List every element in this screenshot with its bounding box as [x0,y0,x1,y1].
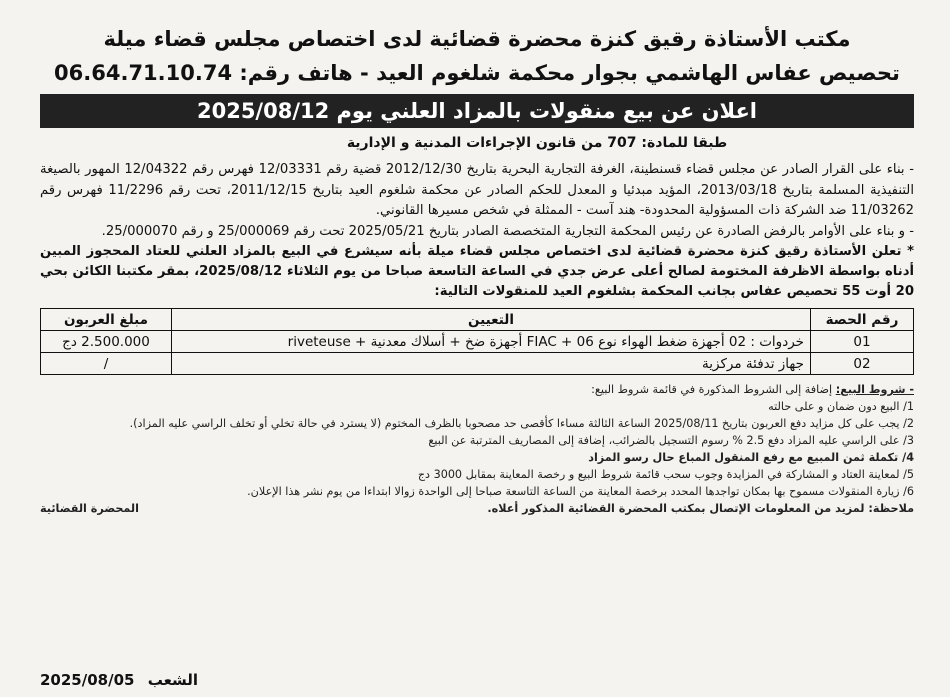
office-name: مكتب الأستاذة رقيق كنزة محضرة قضائية لدى اختصاص مجلس قضاء ميلة [103,27,851,51]
condition-item: 3/ على الراسي عليه المزاد دفع 2.5 % رسوم التسجيل بالضرائب، إضافة إلى المصاريف المترتبة عن البيع [428,434,914,447]
paragraph-court-decision: - بناء على القرار الصادر عن مجلس قضاء قسنطينة، الغرفة التجارية البحرية بتاريخ 2012/12/30 قضية رقم 12/03331 فهرس رقم 12/04322 المهور بالصيغة التنفيذية المسلمة بتاريخ 2013/03/18، المؤيد مبدئيا و المعدل للحكم الصادر عن محكمة شلغوم العيد بتاريخ 2011/12/15، تحت رقم 11/2296 فهرس رقم 11/03262 ضد الشركة ذات المسؤولية المحدودة- هند آست - الممثلة في شخص مسيرها القانوني. [40,162,914,218]
lot-number: 02 [811,353,914,375]
conditions-heading [40,381,914,398]
publication-date: 2025/08/05 [40,671,135,689]
office-address-phone: تحصيص عفاس الهاشمي بجوار محكمة شلغوم العيد - هاتف رقم: 06.64.71.10.74 [54,61,900,85]
note [487,500,914,517]
legal-reference: طبقا للمادة: 707 من قانون الإجراءات المدنية و الإدارية [346,135,728,151]
condition-item: 6/ زيارة المنقولات مسموح بها بمكان تواجدها المحدد برخصة المعاينة من الساعة التاسعة صباحا إلى الواحدة زوالا ابتداءا من يوم نشر هذا الإعلان. [247,485,914,498]
condition-item: 4/ تكملة ثمن المبيع مع رفع المنقول المباع حال رسو المزاد [588,451,914,464]
condition-item: 2/ يجب على كل مزايد دفع العربون بتاريخ 2025/08/11 الساعة الثالثة مساءا كأقصى حد مصحوبا بالظرف المختوم (لا يسترد في حالة تخلي أو تخلف الراسي عليه المزاد). [129,417,914,430]
announcement-title: اعلان عن بيع منقولات بالمزاد العلني يوم 2025/08/12 [40,94,914,128]
note-label: ملاحظة: [868,502,914,515]
condition-item: 1/ البيع دون ضمان و على حالته [768,400,914,413]
lot-description: خردوات : 02 أجهزة ضغط الهواء نوع FIAC + 06 أجهزة ضخ + أسلاك معدنية + riveteuse [172,331,811,353]
signature: المحضرة القضائية [40,502,139,515]
sale-conditions [40,381,914,517]
header-description: التعيين [172,309,811,331]
paragraph-auction-notice: * تعلن الأستاذة رقيق كنزة محضرة قضائية لدى اختصاص مجلس قضاء ميلة بأنه سيشرع في البيع بالمزاد العلني للعتاد المحجوز المبين أدناه بواسطة الاظرفة المختومة لصالح أعلى عرض جدي في الساعة التاسعة صباحا من يوم الثلاثاء 2025/08/12، بمقر مكتبنا الكائن بحي 20 أوت 55 تحصيص عفاس بجانب المحكمة بشلغوم العيد للمنقولات التالية: [40,244,914,299]
newspaper-name: الشعب [147,671,199,689]
conditions-intro: إضافة إلى الشروط المذكورة في قائمة شروط البيع: [591,383,833,396]
table-row [41,331,914,353]
publication-footer [40,671,198,689]
paragraph-orders: - و بناء على الأوامر بالرفض الصادرة عن رئيس المحكمة التجارية المتخصصة الصادر بتاريخ 2025/05/21 تحت رقم 25/000069 و رقم 25/000070. [101,223,914,239]
condition-item: 5/ لمعاينة العتاد و المشاركة في المزايدة وجوب سحب قائمة شروط البيع و رخصة المعاينة بمقابل 3000 دج [417,468,914,481]
table-header-row [41,309,914,331]
table-row [41,353,914,375]
lots-table [40,308,914,375]
lot-deposit: / [41,353,172,375]
lot-description: جهاز تدفئة مركزية [172,353,811,375]
note-text: لمزيد من المعلومات الإتصال بمكتب المحضرة القضائية المذكور أعلاه. [487,502,865,515]
header-lot-number: رقم الحصة [811,309,914,331]
conditions-title: - شروط البيع: [835,383,914,396]
header-deposit: مبلغ العربون [41,309,172,331]
note-and-signature [40,500,914,517]
lot-number: 01 [811,331,914,353]
lot-deposit: 2.500.000 دج [41,331,172,353]
